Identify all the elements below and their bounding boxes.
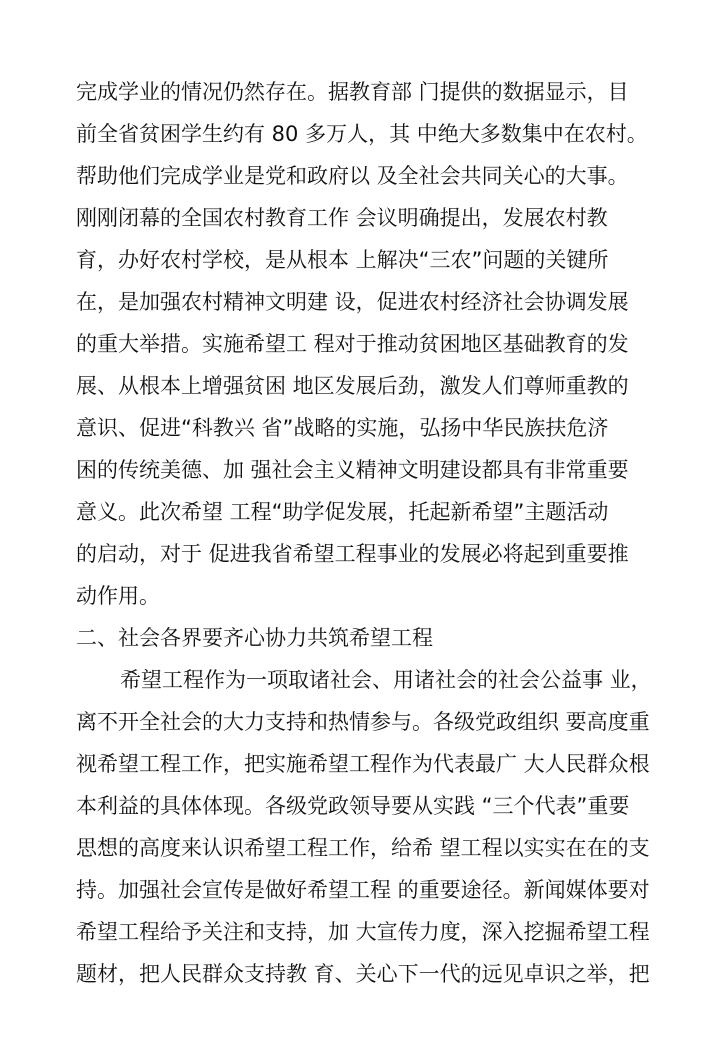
text-line: 意识、促进“科教兴 省”战略的实施，弘扬中华民族扶危济 xyxy=(76,416,609,440)
text-line: 本利益的具体体现。各级党政领导要从实践 “三个代表”重要 xyxy=(76,794,630,818)
text-line: 在，是加强农村精神文明建 设，促进农村经济社会协调发展 xyxy=(76,290,629,314)
text-line: 困的传统美德、加 强社会主义精神文明建设都具有非常重要 xyxy=(76,458,629,482)
text-line: 动作用。 xyxy=(76,584,160,608)
text-line: 离不开全社会的大力支持和热情参与。各级党政组织 要高度重 xyxy=(76,710,650,734)
text-line: 展、从根本上增强贫困 地区发展后劲，激发人们尊师重教的 xyxy=(76,374,629,398)
text-line: 的启动，对于 促进我省希望工程事业的发展必将起到重要推 xyxy=(76,542,629,566)
text-line: 持。加强社会宣传是做好希望工程 的重要途径。新闻媒体要对 xyxy=(76,878,650,902)
text-line: 意义。此次希望 工程“助学促发展，托起新希望”主题活动 xyxy=(76,500,609,524)
text-line: 刚刚闭幕的全国农村教育工作 会议明确提出，发展农村教 xyxy=(76,206,608,230)
paragraph-first-line: 希望工程作为一项取诸社会、用诸社会的社会公益事 业， xyxy=(120,668,652,692)
text-line: 的重大举措。实施希望工 程对于推动贫困地区基础教育的发 xyxy=(76,332,629,356)
text-line: 视希望工程工作，把实施希望工程作为代表最广 大人民群众根 xyxy=(76,752,650,776)
text-line: 希望工程给予关注和支持，加 大宣传力度，深入挖掘希望工程 xyxy=(76,920,650,944)
text-line: 前全省贫困学生约有 80 多万人，其 中绝大多数集中在农村。 xyxy=(76,122,648,146)
text-line: 育，办好农村学校，是从根本 上解决“三农”问题的关键所 xyxy=(76,248,609,272)
text-line: 帮助他们完成学业是党和政府以 及全社会共同关心的大事。 xyxy=(76,164,629,188)
text-line: 思想的高度来认识希望工程工作，给希 望工程以实实在在的支 xyxy=(76,836,650,860)
section-heading: 二、社会各界要齐心协力共筑希望工程 xyxy=(76,626,433,650)
text-line: 完成学业的情况仍然存在。据教育部 门提供的数据显示，目 xyxy=(76,80,629,104)
text-line: 题材，把人民群众支持教 育、关心下一代的远见卓识之举，把 xyxy=(76,962,650,986)
